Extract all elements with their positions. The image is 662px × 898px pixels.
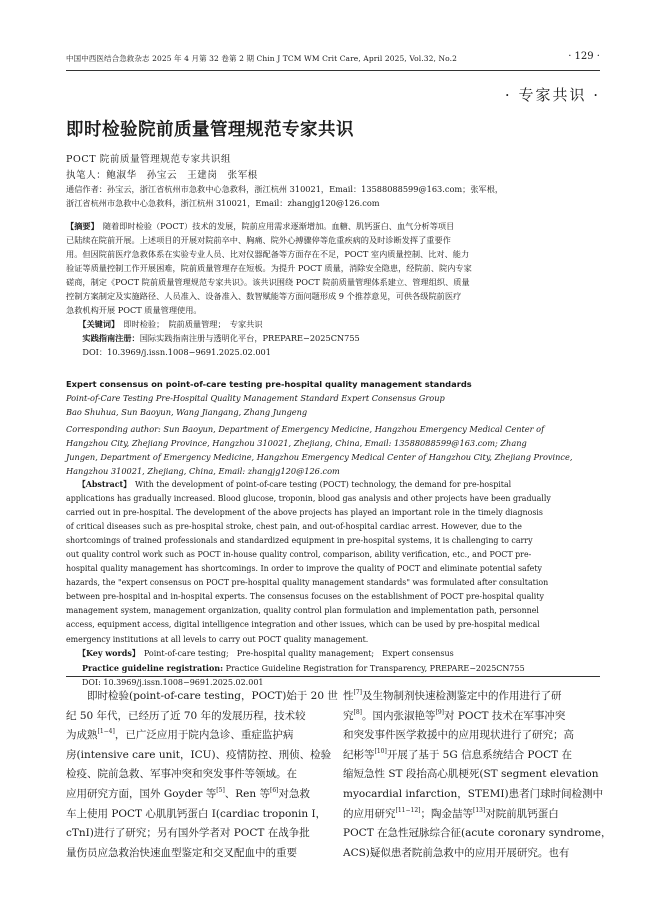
citation-marker: [5] [216, 786, 225, 794]
authors-en: Bao Shuhua, Sun Baoyun, Wang Jiangang, Zhang Jungeng [66, 407, 308, 417]
body-line: 性[7]及生物制剂快速检测鉴定中的作用进行了研 [343, 689, 562, 702]
body-line: POCT 在急性冠脉综合征(acute coronary syndrome， [343, 827, 612, 840]
keywords-en: Point-of-care testing; Pre-hospital quality management; Expert consensus [143, 649, 454, 658]
body-line: 为成熟[1−4]，已广泛应用于院内急诊、重症监护病 [66, 728, 294, 742]
keywords-label-cn: 【关键词】 [82, 319, 116, 329]
body-column-left [66, 687, 338, 863]
registration-label-cn: 实践指南注册： [82, 333, 140, 343]
citation-marker: [13] [472, 806, 486, 814]
body-line: 的应用研究[11−12]；陶金喆等[13]对院前肌钙蛋白 [343, 806, 559, 820]
abstract-en-line: With the development of point-of-care testing (POCT) technology, the demand for pre-hospital [135, 480, 512, 489]
abstract-label-en: 【Abstract】 [81, 480, 128, 489]
body-line: myocardial infarction，STEMI)患者门球时间检测中 [343, 787, 604, 800]
article-title-cn: 即时检验院前质量管理规范专家共识 [66, 120, 354, 140]
corr-en-line: Jungen, Department of Emergency Medicine, Hangzhou Emergency Medical Center of Hangzhou City, Zhejiang Province, [66, 452, 573, 463]
article-title-en: Expert consensus on point-of-care testing pre-hospital quality management standards [66, 379, 472, 389]
corr-cn-line: 浙江省杭州市急救中心急救科，浙江杭州 310021，Email：zhangjg120@126.com [66, 198, 380, 208]
consensus-group-en: Point-of-Care Testing Pre-Hospital Quality Management Standard Expert Consensus Group [66, 393, 445, 403]
registration-en: Practice Guideline Registration for Transparency, PREPARE−2025CN755 [225, 664, 525, 673]
citation-marker: [7] [353, 689, 362, 696]
body-line: 应用研究方面，国外 Goyder 等[5]、Ren 等[6]对急救 [66, 786, 311, 800]
corresponding-author-en [66, 422, 600, 478]
corr-en-line: Hangzhou 310021, Zhejiang, China, Email: zhangjg120@126.com [66, 466, 340, 477]
citation-marker: [11−12] [395, 806, 421, 814]
abstract-en-line: emergency institutions at all levels to carry out POCT quality management. [66, 634, 369, 644]
citation-marker: [10] [374, 747, 387, 755]
abstract-en-line: management system, management organization, quality control plan formulation and implementation path, personnel [66, 606, 539, 616]
citation-marker: [6] [270, 786, 279, 794]
body-line: 量伤员应急救治快速血型鉴定和交叉配血中的重要 [66, 846, 297, 859]
body-line: cTnI)进行了研究；另有国外学者对 POCT 在战争批 [66, 827, 310, 840]
body-line: 即时检验(point-of-care testing，POCT)始于 20 世 [66, 690, 338, 702]
abstract-en-line: hospital quality management has shortcomings. In order to improve the quality of POCT and eliminate potential safety [66, 564, 542, 574]
body-column-right [343, 687, 612, 863]
abstract-label-cn: 【摘要】 [66, 221, 95, 231]
abstract-cn-line: 验证等质量控制工作开展困难，院前质量管理存在短板。为提升 POCT 质量，消除安全隐患，经院前、院内专家 [66, 263, 472, 273]
body-line: 检疫、院前急救、军事冲突和突发事件等领域。在 [66, 768, 297, 781]
citation-marker: [9] [435, 708, 444, 716]
body-line: 和突发事件医学救援中的应用现状进行了研究；高 [343, 729, 574, 742]
authors-cn: 执笔人：鲍淑华 孙宝云 王建岗 张军根 [66, 170, 258, 181]
journal-header: 中国中西医结合急救杂志 2025 年 4 月第 32 卷第 2 期 Chin J TCM WM Crit Care, April 2025, Vol.32, No.2 [66, 54, 457, 63]
abstract-en-line: access, equipment access, digital intelligence integration and other issues, which can be used by pre-hospital medical [66, 620, 540, 630]
abstract-divider [66, 676, 600, 677]
abstract-cn-line: 磋商，制定《POCT 院前质量管理规范专家共识》。该共识围绕 POCT 院前质量管理体系建立、管理组织、质量 [66, 277, 470, 287]
abstract-cn-line: 急救机构开展 POCT 质量管理使用。 [66, 305, 202, 315]
keywords-block-en [66, 646, 600, 690]
body-line: 纪彬等[10]开展了基于 5G 信息系统结合 POCT 在 [343, 747, 572, 761]
consensus-group-cn: POCT 院前质量管理规范专家共识组 [66, 154, 232, 165]
abstract-en-line: applications has gradually increased. Blood glucose, troponin, blood gas analysis and other projects have been gradually [66, 494, 551, 504]
abstract-en-line: out quality control work such as POCT in-house quality control, comparison, ability verification, etc., and POCT pre- [66, 550, 532, 560]
body-line: 房(intensive care unit，ICU)、疫情防控、刑侦、检验 [66, 748, 332, 761]
doi-cn: DOI：10.3969/j.issn.1008−9691.2025.02.001 [82, 347, 271, 357]
abstract-cn-line: 控制方案制定及实施路径、人员准入、设备准入、数智赋能等方面问题形成 9 个推荐意见，可供各级院前医疗 [66, 291, 462, 301]
abstract-en-line: hazards, the "expert consensus on POCT pre-hospital quality management standards" was formulated after consultation [66, 578, 549, 588]
header-divider [66, 70, 600, 71]
abstract-cn-line: 用。但因院前医疗急救体系在实验专业人员、比对仪器配备等方面存在不足，POCT 室内质量控制、比对、能力 [66, 249, 470, 259]
abstract-cn [66, 219, 600, 359]
body-line: 究[8]。国内张淑艳等[9]对 POCT 技术在军事冲突 [343, 708, 566, 722]
abstract-en-line: of critical diseases such as pre-hospital stroke, chest pain, and out-of-hospital cardiac arrest. However, due to the [66, 522, 522, 532]
body-line: 纪 50 年代，已经历了近 70 年的发展历程，技术较 [66, 709, 306, 722]
body-line: 缩短急性 ST 段抬高心肌梗死(ST segment elevation [343, 768, 599, 781]
keywords-cn: 即时检验； 院前质量管理； 专家共识 [123, 319, 263, 329]
page-number: · 129 · [568, 51, 600, 62]
abstract-cn-line: 已陆续在院前开展。上述项目的开展对院前卒中、胸痛、院外心搏骤停等危重疾病的及时诊断发挥了重要作 [66, 235, 451, 245]
abstract-en [66, 478, 600, 647]
abstract-cn-line: 随着即时检验（POCT）技术的发展，院前应用需求逐渐增加。血糖、肌钙蛋白、血气分析等项目 [102, 221, 455, 231]
section-label: · 专家共识 · [504, 86, 600, 104]
body-line: ACS)疑似患者院前急救中的应用开展研究。也有 [343, 846, 570, 859]
doi-en: DOI: 10.3969/j.issn.1008−9691.2025.02.001 [82, 678, 264, 687]
corr-en-line: Hangzhou City, Zhejiang Province, Hangzhou 310021, Zhejiang, China, Email: 13588088599@163.com; Zhang [66, 438, 527, 449]
corresponding-author-cn [66, 182, 600, 210]
citation-marker: [8] [353, 708, 362, 716]
corr-en-line: Corresponding author: Sun Baoyun, Department of Emergency Medicine, Hangzhou Emergency Medical Center of [66, 424, 545, 434]
corr-cn-line: 通信作者：孙宝云，浙江省杭州市急救中心急救科，浙江杭州 310021，Email：13588088599@163.com；张军根， [66, 184, 504, 194]
abstract-en-line: shortcomings of trained professionals and standardized equipment in pre-hospital systems, it is challenging to carry [66, 536, 533, 546]
registration-cn: 国际实践指南注册与透明化平台，PREPARE−2025CN755 [139, 333, 360, 343]
body-line: 车上使用 POCT 心肌肌钙蛋白 I(cardiac troponin I， [66, 807, 327, 820]
abstract-en-line: carried out in pre-hospital. The development of the above projects has played an important role in the timely diagnosis [66, 508, 543, 518]
citation-marker: [1−4] [97, 728, 115, 736]
registration-label-en: Practice guideline registration: [82, 663, 224, 673]
keywords-label-en: 【Key words】 [82, 648, 136, 658]
abstract-en-line: between pre-hospital and in-hospital experts. The consensus focuses on the establishment of POCT pre-hospital quality [66, 592, 544, 602]
